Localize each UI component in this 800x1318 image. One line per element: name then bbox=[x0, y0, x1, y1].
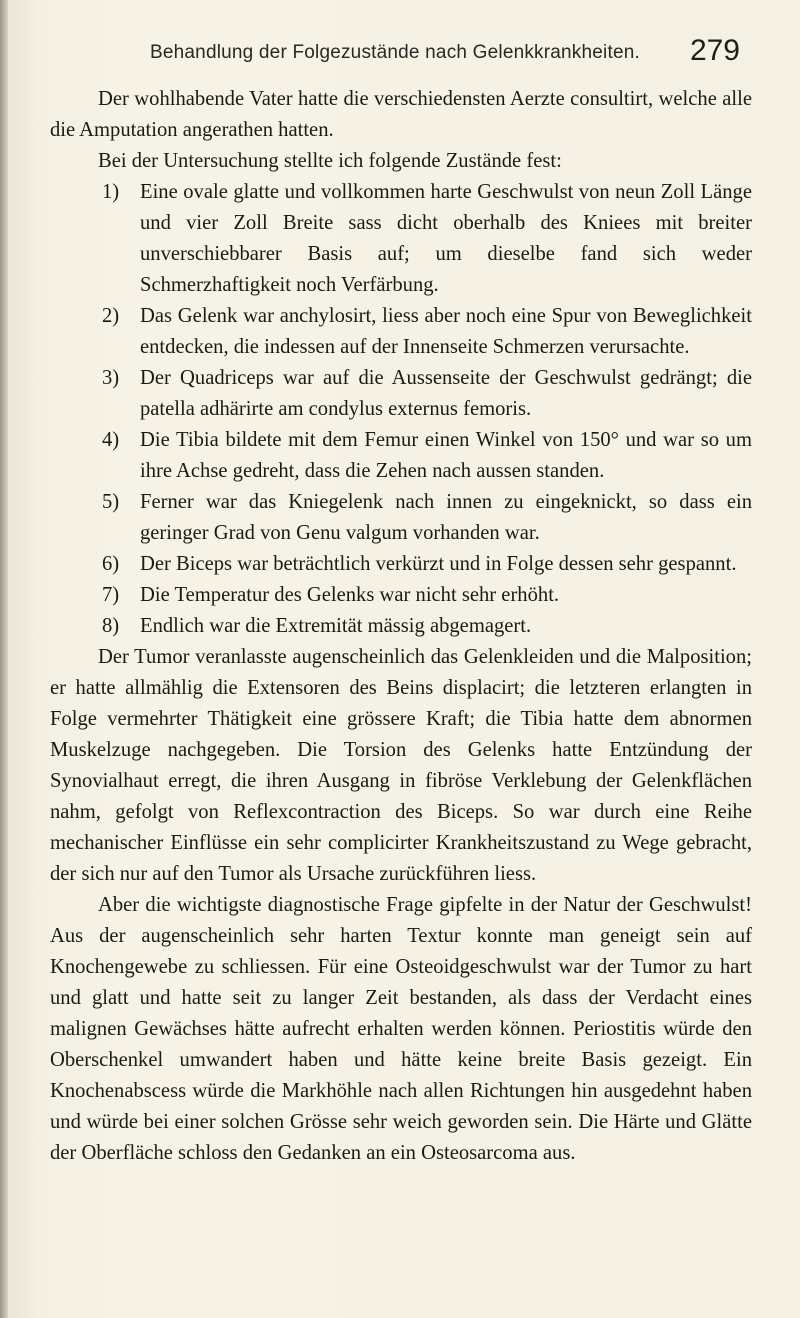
findings-list bbox=[50, 177, 752, 642]
body-text bbox=[50, 84, 752, 1169]
page-number: 279 bbox=[689, 34, 740, 67]
finding-text: Ferner war das Kniegelenk nach innen zu eingeknickt, so dass ein geringer Grad von Genu valgum vorhanden war. bbox=[140, 491, 752, 544]
paragraph-findings-lead: Bei der Untersuchung stellte ich folgende Zustände fest: bbox=[98, 150, 562, 172]
finding-item bbox=[50, 580, 752, 611]
finding-text: Endlich war die Extremität mässig abgemagert. bbox=[140, 615, 532, 637]
finding-text: Der Quadriceps war auf die Aussenseite der Geschwulst gedrängt; die patella adhärirte am condylus externus femoris. bbox=[140, 367, 752, 420]
finding-item bbox=[50, 177, 752, 301]
finding-item bbox=[50, 611, 752, 642]
finding-number: 7) bbox=[102, 584, 120, 606]
finding-text: Die Temperatur des Gelenks war nicht sehr erhöht. bbox=[140, 584, 560, 606]
finding-item bbox=[50, 363, 752, 425]
finding-number: 1) bbox=[102, 181, 120, 203]
finding-number: 2) bbox=[102, 305, 120, 327]
finding-number: 6) bbox=[102, 553, 120, 575]
finding-number: 8) bbox=[102, 615, 120, 637]
finding-item bbox=[50, 549, 752, 580]
book-spine-shadow bbox=[0, 0, 8, 1318]
finding-item bbox=[50, 301, 752, 363]
running-head: Behandlung der Folgezustände nach Gelenkkrankheiten. bbox=[150, 42, 640, 63]
page-header bbox=[150, 34, 740, 74]
paragraph-intro: Der wohlhabende Vater hatte die verschiedensten Aerzte consultirt, welche alle die Amputation angerathen hatten. bbox=[50, 88, 752, 141]
finding-number: 3) bbox=[102, 367, 120, 389]
finding-text: Eine ovale glatte und vollkommen harte Geschwulst von neun Zoll Länge und vier Zoll Breite sass dicht oberhalb des Kniees mit breiter unverschiebbarer Basis auf; um dieselbe fand sich weder Schmerzhaftigkeit noch Verfärbung. bbox=[140, 181, 752, 296]
finding-item bbox=[50, 487, 752, 549]
finding-item bbox=[50, 425, 752, 487]
finding-number: 5) bbox=[102, 491, 120, 513]
finding-text: Die Tibia bildete mit dem Femur einen Winkel von 150° und war so um ihre Achse gedreht, dass die Zehen nach aussen standen. bbox=[140, 429, 752, 482]
paragraph-diagnosis: Aber die wichtigste diagnostische Frage gipfelte in der Natur der Geschwulst! Aus der augenscheinlich sehr harten Textur konnte man geneigt sein auf Knochengewebe zu schliessen. Für eine Osteoidgeschwulst war der Tumor zu hart und glatt und hatte seit zu langer Zeit bestanden, als dass der Verdacht eines malignen Gewächses hätte aufrecht erhalten werden können. Periostitis würde den Oberschenkel umwandert haben und hätte keine breite Basis gezeigt. Ein Knochenabscess würde die Markhöhle nach allen Richtungen hin ausgedehnt haben und würde bei einer solchen Grösse sehr weich geworden sein. Die Härte und Glätte der Oberfläche schloss den Gedanken an ein Osteosarcoma aus. bbox=[50, 894, 752, 1164]
finding-text: Der Biceps war beträchtlich verkürzt und in Folge dessen sehr gespannt. bbox=[140, 553, 737, 575]
finding-number: 4) bbox=[102, 429, 120, 451]
paragraph-tumor-cause: Der Tumor veranlasste augenscheinlich das Gelenkleiden und die Malposition; er hatte allmählig die Extensoren des Beins displacirt; die letzteren erlangten in Folge vermehrter Thätigkeit eine grössere Kraft; die Tibia hatte dem abnormen Muskelzuge nachgegeben. Die Torsion des Gelenks hatte Entzündung der Synovialhaut erregt, die ihren Ausgang in fibröse Verklebung der Gelenkflächen nahm, gefolgt von Reflexcontraction des Biceps. So war durch eine Reihe mechanischer Einflüsse ein sehr complicirter Krankheitszustand zu Wege gebracht, der sich nur auf den Tumor als Ursache zurückführen liess. bbox=[50, 646, 752, 885]
finding-text: Das Gelenk war anchylosirt, liess aber noch eine Spur von Beweglichkeit entdecken, die indessen auf der Innenseite Schmerzen verursachte. bbox=[140, 305, 752, 358]
